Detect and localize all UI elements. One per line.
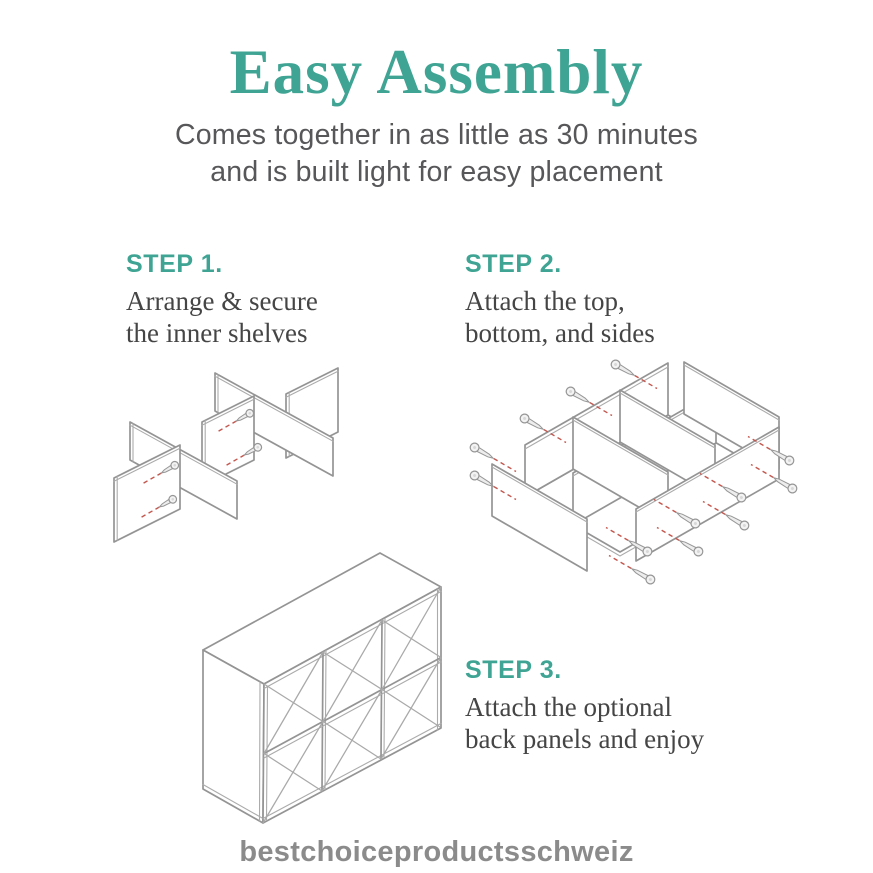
step-3-description-line-2: back panels and enjoy bbox=[465, 724, 705, 754]
cube-organizer bbox=[203, 553, 441, 823]
step-3-text-block bbox=[465, 656, 704, 755]
shelf-panels bbox=[114, 368, 338, 542]
screw-icon bbox=[724, 511, 751, 532]
subtitle-line-2: and is built light for easy placement bbox=[210, 156, 663, 188]
step-2-text-block bbox=[465, 250, 655, 349]
step-3-label: STEP 3. bbox=[465, 656, 562, 684]
screw-icon bbox=[630, 565, 657, 586]
screw-icon bbox=[469, 441, 496, 462]
step-1-text-block bbox=[126, 250, 318, 349]
screw-icon bbox=[610, 358, 637, 379]
step-3-description-line-1: Attach the optional bbox=[465, 692, 672, 722]
watermark-text: bestchoiceproductsschweiz bbox=[239, 836, 634, 868]
step-1-illustration-inner-shelves bbox=[100, 352, 360, 567]
subtitle bbox=[0, 117, 873, 191]
screw-icon bbox=[565, 385, 592, 406]
step-1-description-line-2: the inner shelves bbox=[126, 318, 308, 348]
step-2-label: STEP 2. bbox=[465, 250, 562, 278]
step-1-label: STEP 1. bbox=[126, 250, 223, 278]
subtitle-line-1: Comes together in as little as 30 minutes bbox=[174, 119, 699, 151]
step-2-description-line-1: Attach the top, bbox=[465, 286, 625, 316]
step-1-description-line-1: Arrange & secure bbox=[126, 286, 318, 316]
screw-icon bbox=[678, 537, 705, 558]
frame-panels bbox=[492, 362, 779, 571]
step-3-illustration-assembled-organizer bbox=[185, 548, 475, 838]
screw-icon bbox=[519, 412, 546, 433]
step-2-description-line-2: bottom, and sides bbox=[465, 318, 655, 348]
step-2-illustration-frame-assembly bbox=[440, 347, 830, 602]
page-title: Easy Assembly bbox=[229, 37, 644, 107]
